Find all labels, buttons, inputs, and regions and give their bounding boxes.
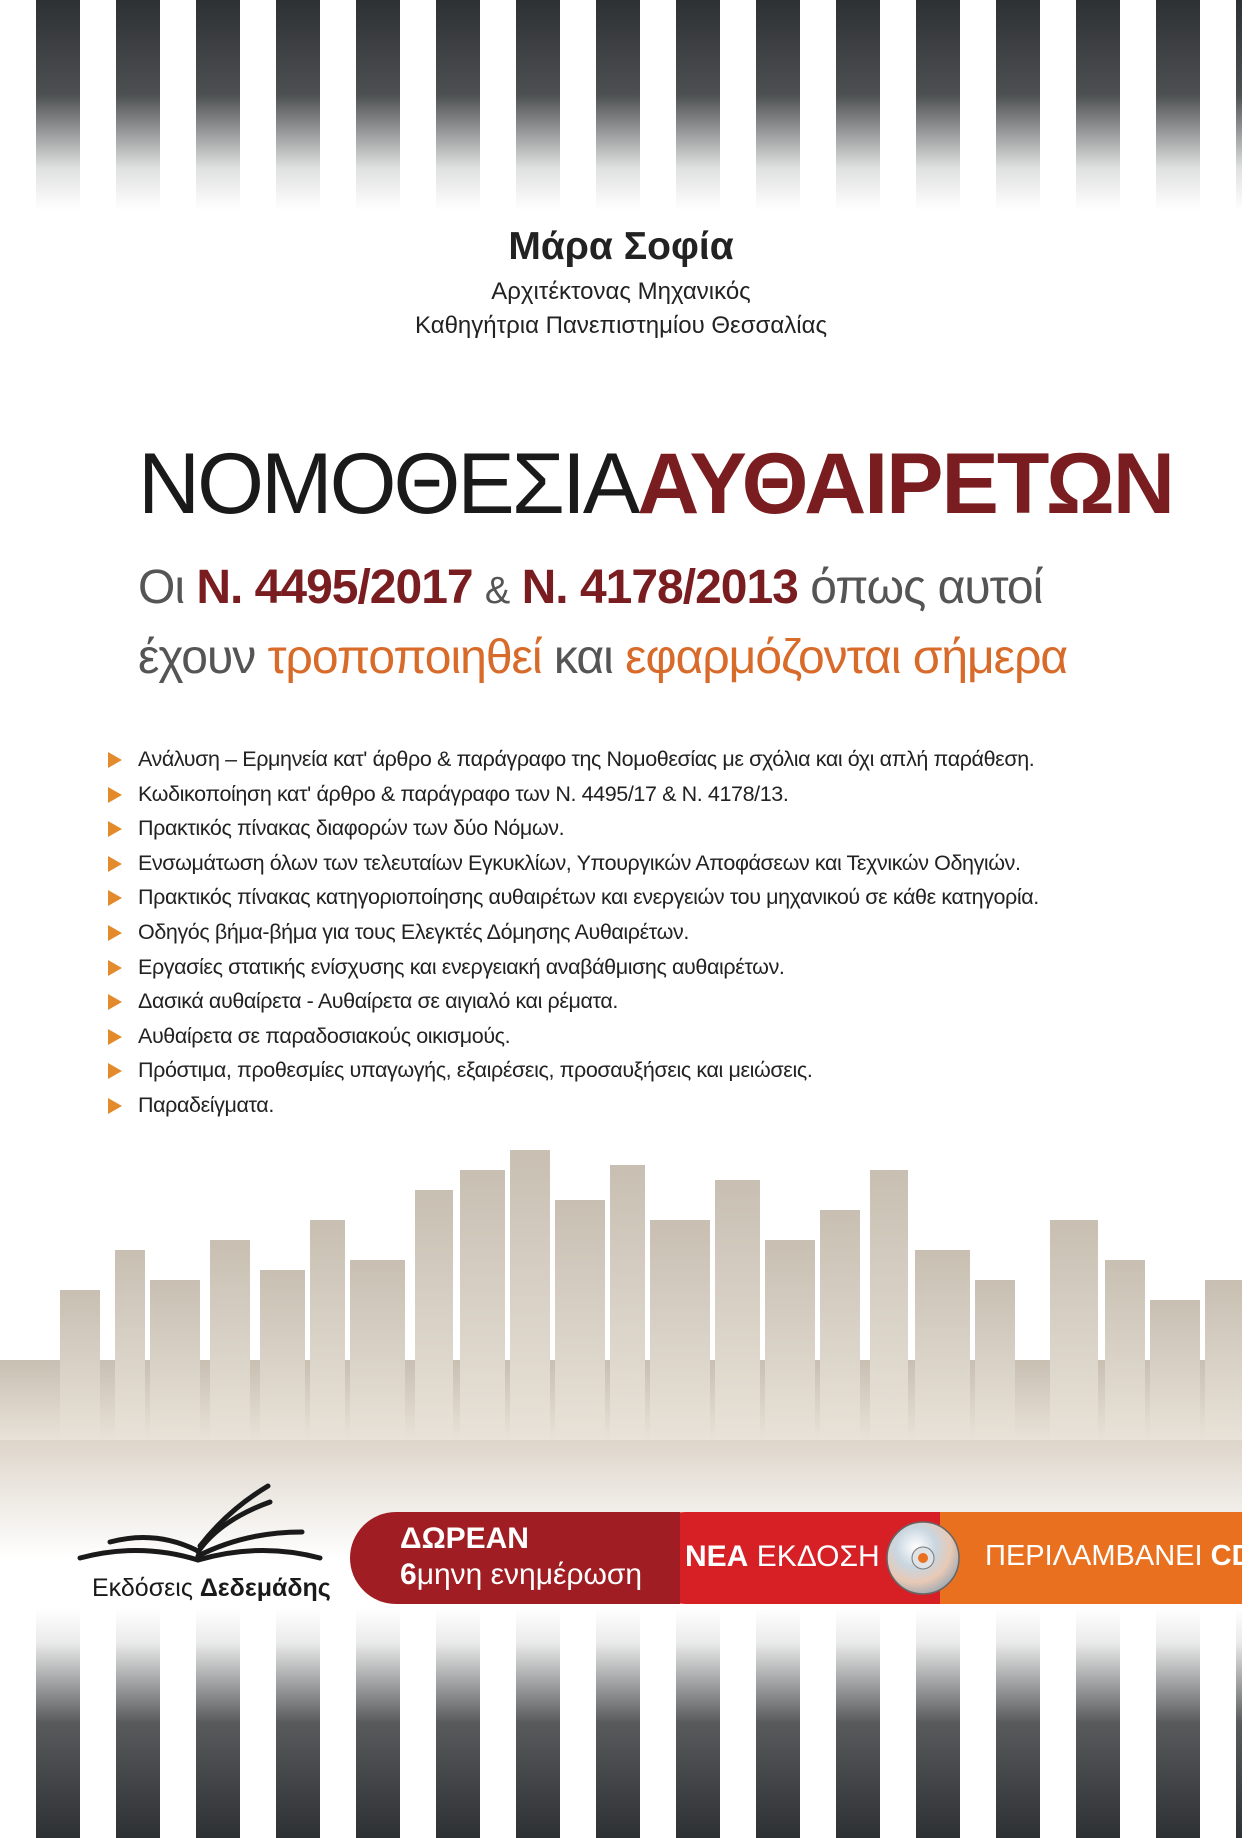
publisher-brand: Δεδεμάδης [199, 1574, 331, 1602]
list-item: Ανάλυση – Ερμηνεία κατ' άρθρο & παράγραφο της Νομοθεσίας με σχόλια και όχι απλή παράθεση. [108, 742, 1108, 777]
subtitle-line-2 [138, 630, 1098, 685]
bottom-stripes-fade [0, 1608, 1242, 1838]
new-edition-bold: ΝΕΑ [685, 1540, 749, 1573]
open-book-icon [70, 1480, 340, 1575]
subtitle-law-1: Ν. 4495/2017 [196, 561, 473, 614]
author-title: Αρχιτέκτονας Μηχανικός [491, 278, 751, 305]
subtitle-suffix: όπως αυτοί [810, 561, 1043, 614]
top-stripes-fade [0, 0, 1242, 210]
subtitle-line2-start: έχουν [138, 631, 256, 684]
list-item: Κωδικοποίηση κατ' άρθρο & παράγραφο των Ν. 4495/17 & Ν. 4178/13. [108, 777, 1108, 812]
subtitle-prefix: Οι [138, 561, 184, 614]
subtitle-amended: τροποποιηθεί [267, 631, 542, 684]
update-text: μηνη ενημέρωση [416, 1558, 643, 1591]
book-title [138, 435, 1173, 534]
includes-cd-label [985, 1540, 1253, 1573]
update-months: 6 [400, 1558, 417, 1591]
author-name: Μάρα Σοφία [508, 225, 734, 268]
list-item: Ενσωμάτωση όλων των τελευταίων Εγκυκλίων, Υπουργικών Αποφάσεων και Τεχνικών Οδηγιών. [108, 846, 1108, 881]
cd-text: CD [1210, 1540, 1253, 1572]
author-block [0, 225, 1242, 343]
list-item: Πρόστιμα, προθεσμίες υπαγωγής, εξαιρέσεις, προσαυξήσεις και μειώσεις. [108, 1053, 1108, 1088]
cd-disc-icon [885, 1520, 961, 1596]
publisher-logo [70, 1480, 340, 1620]
subtitle-applied: εφαρμόζονται σήμερα [625, 631, 1068, 684]
subtitle-line-1 [138, 560, 1098, 615]
author-position: Καθηγήτρια Πανεπιστημίου Θεσσαλίας [414, 312, 828, 339]
list-item: Αυθαίρετα σε παραδοσιακούς οικισμούς. [108, 1019, 1108, 1054]
list-item: Παραδείγματα. [108, 1088, 1108, 1123]
list-item: Οδηγός βήμα-βήμα για τους Ελεγκτές Δόμησης Αυθαιρέτων. [108, 915, 1108, 950]
includes-text: ΠΕΡΙΛΑΜΒΑΝΕΙ [985, 1540, 1203, 1572]
list-item: Πρακτικός πίνακας διαφορών των δύο Νόμων. [108, 811, 1108, 846]
subtitle-law-2: Ν. 4178/2013 [521, 561, 798, 614]
publisher-prefix: Εκδόσεις [92, 1574, 193, 1602]
feature-list [108, 742, 1108, 1123]
list-item: Πρακτικός πίνακας κατηγοριοποίησης αυθαιρέτων και ενεργειών του μηχανικού σε κάθε κατηγορία. [108, 880, 1108, 915]
new-edition-label [685, 1540, 880, 1574]
new-edition-rest: ΕΚΔΟΣΗ [756, 1540, 880, 1573]
subtitle-and: και [553, 631, 613, 684]
free-label: ΔΩΡΕΑΝ [400, 1522, 529, 1555]
title-word-unauthorized: ΑΥΘΑΙΡΕΤΩΝ [637, 436, 1173, 532]
update-label [400, 1558, 642, 1592]
promo-banner [350, 1512, 1253, 1604]
subtitle-amp: & [484, 570, 510, 612]
publisher-name [92, 1574, 331, 1603]
title-word-legislation: ΝΟΜΟΘΕΣΙΑ [138, 436, 638, 532]
list-item: Δασικά αυθαίρετα - Αυθαίρετα σε αιγιαλό και ρέματα. [108, 984, 1108, 1019]
list-item: Εργασίες στατικής ενίσχυσης και ενεργειακή αναβάθμισης αυθαιρέτων. [108, 950, 1108, 985]
